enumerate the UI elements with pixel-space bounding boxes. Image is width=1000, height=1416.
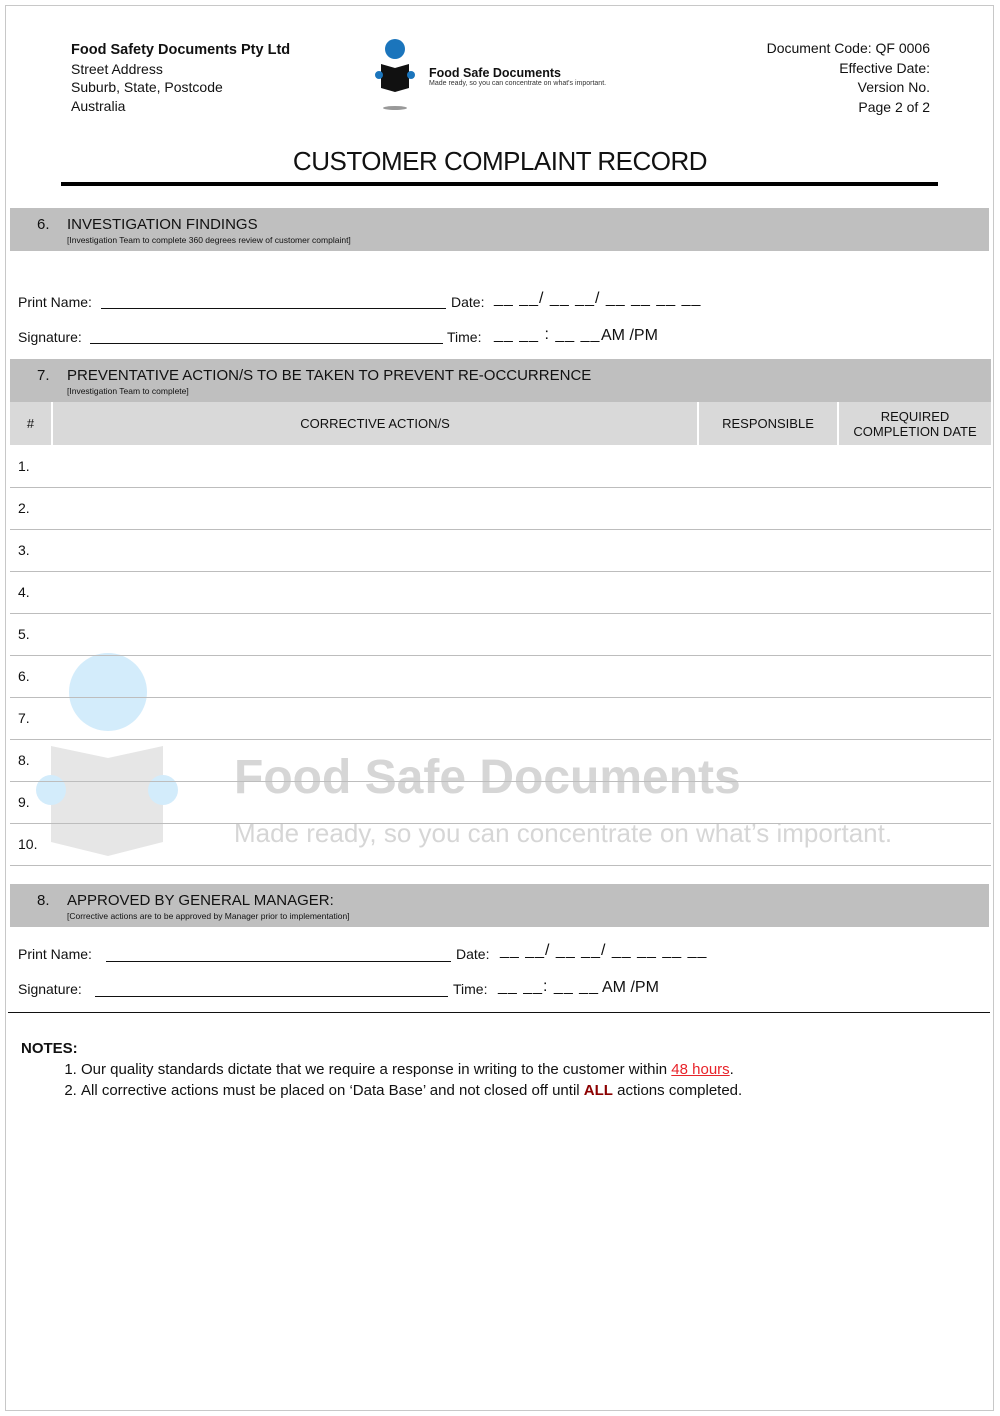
effective-date: Effective Date: bbox=[839, 59, 930, 76]
am-pm: AM /PM bbox=[601, 327, 658, 344]
table-row bbox=[10, 739, 991, 781]
col-responsible: RESPONSIBLE bbox=[698, 402, 838, 445]
corrective-actions-table bbox=[10, 402, 991, 866]
print-name-label: Print Name: bbox=[18, 294, 92, 310]
gm-time-label: Time: bbox=[453, 981, 488, 997]
logo-text bbox=[429, 66, 606, 87]
gm-date-label: Date: bbox=[456, 946, 490, 962]
col-completion-date: REQUIRED COMPLETION DATE bbox=[838, 402, 991, 445]
section-6-header bbox=[10, 208, 989, 251]
print-name-field[interactable] bbox=[101, 308, 446, 309]
table-row bbox=[10, 823, 991, 865]
page-title: CUSTOMER COMPLAINT RECORD bbox=[292, 146, 708, 176]
row-number[interactable]: 10. bbox=[10, 823, 991, 865]
gm-time-field[interactable]: __ __: __ __ bbox=[498, 978, 599, 995]
signature-label: Signature: bbox=[18, 329, 82, 345]
gm-am-pm: AM /PM bbox=[602, 979, 659, 996]
note-highlight: ALL bbox=[583, 1082, 613, 1099]
watermark-name: Food Safe Documents bbox=[234, 751, 741, 804]
document-info bbox=[767, 39, 930, 117]
company-address: Street Address bbox=[71, 60, 163, 77]
table-row bbox=[10, 781, 991, 823]
section-subtitle: [Investigation Team to complete 360 degrees review of customer complaint] bbox=[67, 235, 351, 245]
watermark-tagline: Made ready, so you can concentrate on what’s important. bbox=[234, 818, 893, 848]
section-number: 6. bbox=[37, 216, 50, 233]
company-country: Australia bbox=[71, 97, 126, 114]
row-number[interactable]: 2. bbox=[10, 487, 991, 529]
time-field[interactable]: __ __ : __ __ bbox=[494, 326, 601, 343]
gm-signature-label: Signature: bbox=[18, 981, 82, 997]
row-number[interactable]: 8. bbox=[10, 739, 991, 781]
col-corrective-action: CORRECTIVE ACTION/S bbox=[52, 402, 698, 445]
date-label: Date: bbox=[451, 294, 485, 310]
row-number[interactable]: 1. bbox=[10, 445, 991, 487]
gm-print-name-label: Print Name: bbox=[18, 946, 92, 962]
row-number[interactable]: 4. bbox=[10, 571, 991, 613]
page-number: Page 2 of 2 bbox=[858, 98, 930, 115]
company-block bbox=[71, 40, 290, 115]
note-text: actions completed. bbox=[612, 1082, 743, 1099]
section-subtitle: [Corrective actions are to be approved by Manager prior to implementation] bbox=[67, 911, 350, 921]
row-number[interactable]: 6. bbox=[10, 655, 991, 697]
table-row bbox=[10, 655, 991, 697]
section-8-header bbox=[10, 884, 989, 927]
table-row bbox=[10, 445, 991, 487]
note-2 bbox=[81, 1080, 742, 1101]
company-name: Food Safety Documents Pty Ltd bbox=[71, 42, 291, 58]
time-label: Time: bbox=[447, 329, 482, 345]
notes-heading: NOTES: bbox=[21, 1040, 78, 1057]
table-row bbox=[10, 697, 991, 739]
section-divider bbox=[8, 1012, 990, 1013]
note-text: Our quality standards dictate that we require a response in writing to the customer within bbox=[81, 1061, 672, 1078]
version-number: Version No. bbox=[857, 79, 930, 95]
note-text: All corrective actions must be placed on ‘Data Base’ and not closed off until bbox=[81, 1082, 584, 1099]
section-7-header bbox=[10, 359, 991, 402]
table-row bbox=[10, 613, 991, 655]
signature-field[interactable] bbox=[90, 343, 443, 344]
gm-print-name-field[interactable] bbox=[106, 961, 451, 962]
row-number[interactable]: 3. bbox=[10, 529, 991, 571]
gm-signature-field[interactable] bbox=[95, 996, 448, 997]
company-suburb: Suburb, State, Postcode bbox=[71, 79, 223, 95]
note-1 bbox=[81, 1059, 742, 1080]
section-number: 7. bbox=[37, 367, 50, 384]
row-number[interactable]: 7. bbox=[10, 697, 991, 739]
notes bbox=[21, 1038, 742, 1101]
logo-name: Food Safe Documents bbox=[429, 66, 561, 80]
table-row bbox=[10, 571, 991, 613]
note-text: . bbox=[729, 1061, 734, 1078]
note-highlight: 48 hours bbox=[671, 1061, 730, 1078]
logo-tagline: Made ready, so you can concentrate on what's important. bbox=[429, 80, 607, 87]
title-divider bbox=[61, 182, 938, 186]
section-subtitle: [Investigation Team to complete] bbox=[67, 386, 189, 396]
date-field[interactable]: __ __/ __ __/ __ __ __ __ bbox=[494, 290, 702, 307]
gm-date-field[interactable]: __ __/ __ __/ __ __ __ __ bbox=[500, 942, 708, 959]
section-heading: INVESTIGATION FINDINGS bbox=[67, 216, 258, 233]
section-heading: PREVENTATIVE ACTION/S TO BE TAKEN TO PREVENT RE-OCCURRENCE bbox=[67, 367, 592, 384]
logo-icon bbox=[372, 38, 420, 114]
document-code: Document Code: QF 0006 bbox=[766, 40, 930, 56]
row-number[interactable]: 5. bbox=[10, 613, 991, 655]
table-row bbox=[10, 487, 991, 529]
row-number[interactable]: 9. bbox=[10, 781, 991, 823]
section-number: 8. bbox=[37, 892, 50, 909]
table-row bbox=[10, 529, 991, 571]
col-number: # bbox=[10, 402, 52, 445]
section-heading: APPROVED BY GENERAL MANAGER: bbox=[67, 892, 334, 909]
